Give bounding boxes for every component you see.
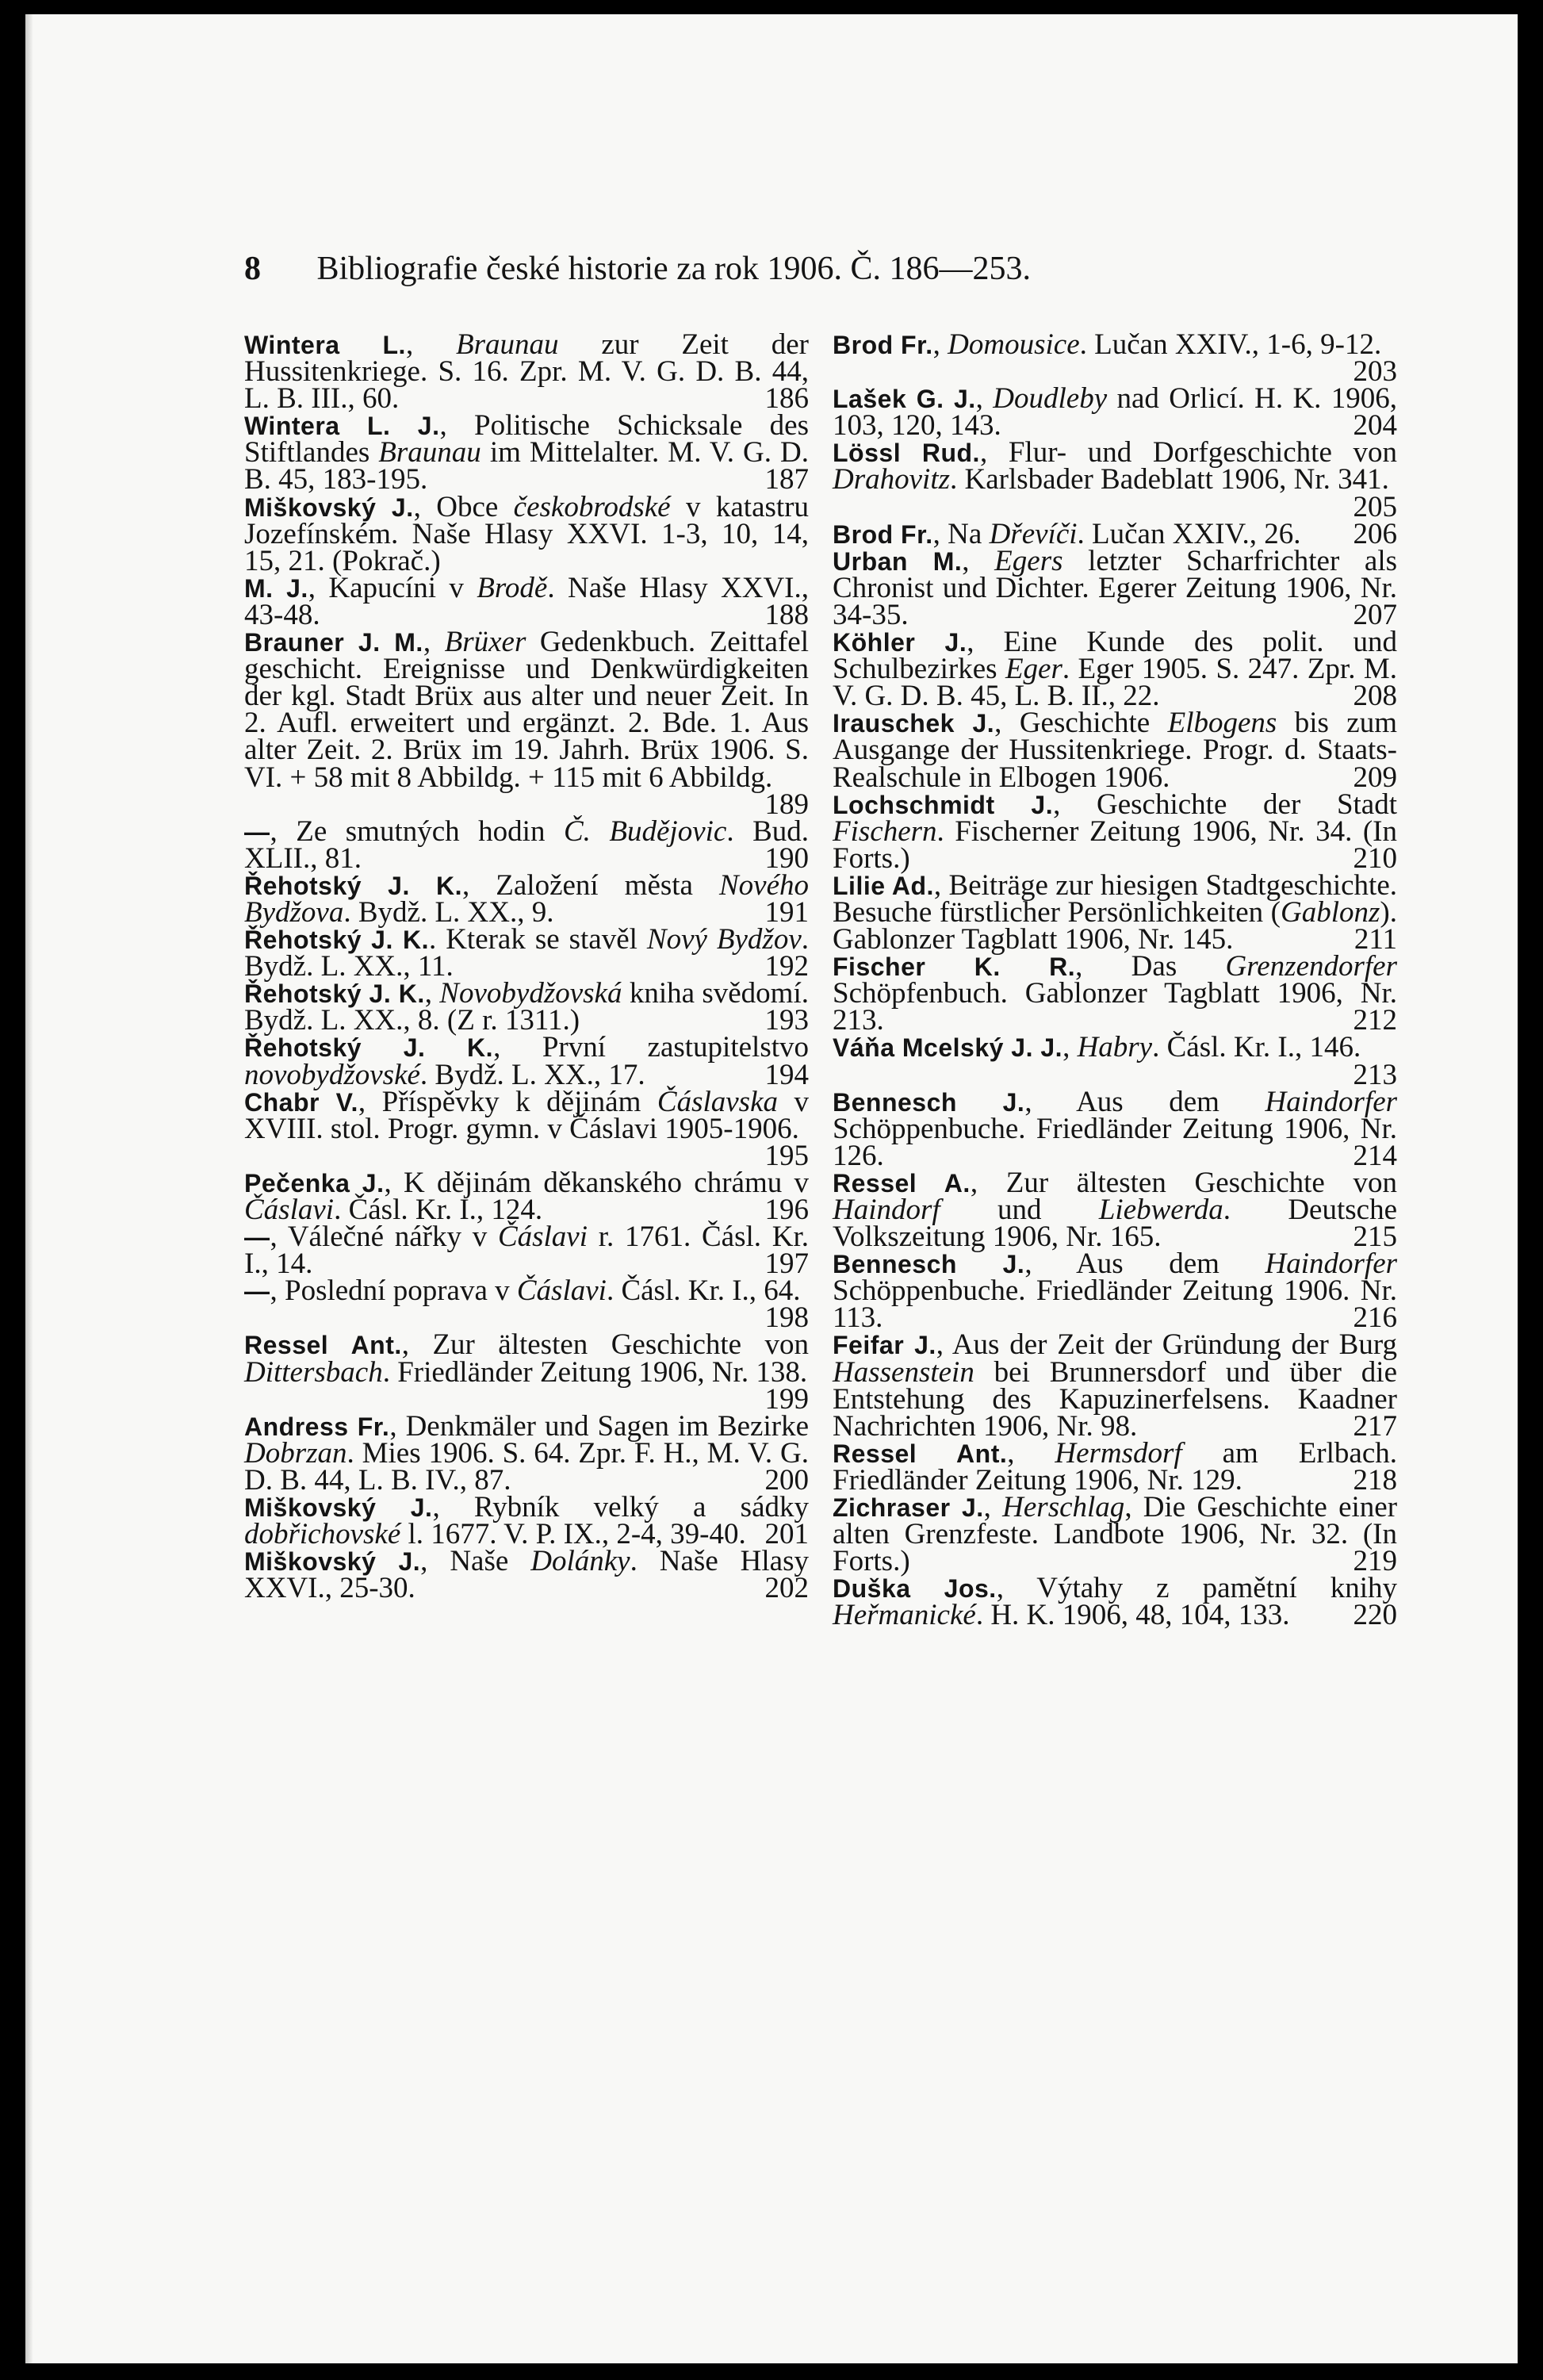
bibliography-entry [244, 626, 809, 821]
entry-text: am Erlbach. Friedländer Zeitung 1906, Nr. 129. [833, 1436, 1397, 1497]
entry-place-name: Braunau [456, 328, 559, 361]
entry-text: . H. K. 1906, 48, 104, 133. [975, 1599, 1290, 1632]
entry-number: 192 [764, 950, 809, 983]
entry-place-name: Haindorf [833, 1194, 940, 1226]
entry-number: 206 [1353, 517, 1397, 550]
right-column [833, 328, 1398, 1632]
entry-number: 187 [764, 463, 809, 496]
entry-text: , [424, 977, 440, 1010]
entry-text: , [423, 626, 445, 659]
entry-number: 212 [1353, 1004, 1397, 1037]
bibliography-entry [244, 1274, 809, 1335]
entry-text: bis zum Ausgange der Hussitenkriege. Progr. d. Staats-Realschule in Elbogen 1906. [833, 707, 1397, 794]
entry-text: , Flur- und Dorfgeschichte von [979, 436, 1397, 469]
entry-text: r. 1761. Čásl. Kr. I., 14. [244, 1221, 810, 1281]
entry-number: 217 [1353, 1409, 1397, 1443]
entry-place-name: Drahovitz [833, 463, 950, 496]
entry-place-name: Nový Bydžov [646, 923, 802, 956]
entry-text: , Politische Schicksale des Stiftlandes [244, 409, 809, 469]
entry-text: , Geschichte der Stadt [1053, 788, 1397, 821]
entry-text: , Geschichte [994, 707, 1168, 740]
entry-author: Řehotský J. K. [244, 926, 429, 955]
entry-text: . Naše Hlasy XXVI., 25-30. [244, 1545, 809, 1605]
entry-text: , [983, 1491, 1003, 1524]
entry-number: 219 [1353, 1545, 1397, 1578]
entry-number: 195 [764, 1139, 809, 1172]
bibliography-entry [833, 436, 1397, 523]
entry-text: , Obce [413, 490, 514, 523]
page-title: Bibliografie české historie za rok 1906. Č. 186—253. [316, 251, 1031, 287]
entry-number: 191 [764, 895, 809, 929]
entry-number: 213 [1353, 1058, 1397, 1091]
entry-number: 194 [764, 1058, 809, 1091]
entry-text: , Válečné nářky v [270, 1221, 498, 1254]
entry-number: 188 [764, 598, 809, 631]
entry-text: , Aus der Zeit der Gründung der Burg [936, 1328, 1398, 1362]
entry-place-name: českobrodské [513, 490, 671, 523]
entry-text: . Eger 1905. S. 247. Zpr. M. V. G. D. B. 45, L. B. II., 22. [833, 653, 1398, 713]
entry-text: letzter Scharfrichter als Chronist und Dichter. Egerer Zeitung 1906, Nr. 34-35. [833, 544, 1398, 631]
bibliography-entry [244, 868, 810, 929]
entry-place-name: dobřichovské [244, 1518, 401, 1551]
entry-text: . Kterak se stavěl [428, 923, 647, 956]
bibliography-entry [244, 571, 809, 631]
entry-number: 190 [764, 841, 809, 875]
entry-author: Chabr V. [244, 1087, 358, 1117]
bibliography-entry [833, 1491, 1398, 1578]
book-page [25, 14, 1518, 2363]
entry-number: 201 [764, 1518, 809, 1551]
entry-text: , K dějinám děkanského chrámu v [384, 1166, 809, 1199]
running-head [244, 249, 1394, 289]
entry-text: , Beiträge zur hiesigen Stadtgeschichte. Besuche fürstlicher Persönlichkeiten ( [833, 868, 1397, 929]
entry-number: 210 [1353, 841, 1397, 875]
bibliography-entry [244, 977, 809, 1037]
page-edge [25, 14, 33, 2363]
entry-number: 204 [1353, 409, 1397, 443]
entry-author: Fischer K. R. [833, 952, 1076, 982]
entry-place-name: Elbogens [1167, 707, 1277, 740]
entry-author: Urban M. [833, 546, 963, 576]
entry-place-name: Fischern [833, 814, 937, 848]
entry-text: , První zastupitelstvo [493, 1031, 809, 1064]
bibliography-entry [833, 1572, 1398, 1632]
entry-author: Miškovský J. [244, 1493, 433, 1523]
entry-place-name: Haindorfer [1265, 1247, 1398, 1281]
bibliography-entry [244, 409, 809, 496]
bibliography-entry [833, 1436, 1397, 1497]
entry-number: 209 [1353, 761, 1397, 794]
entry-author: Bennesch J. [833, 1087, 1025, 1117]
entry-author: Řehotský J. K. [244, 871, 463, 900]
bibliography-entry [244, 1031, 809, 1091]
entry-text: , Eine Kunde des polit. und Schulbezirkes [833, 626, 1398, 686]
entry-text: . Čásl. Kr. I., 64. [606, 1274, 801, 1308]
bibliography-entry [244, 814, 809, 875]
entry-text: v XVIII. stol. Progr. gymn. v Čáslavi 1905-1906. [244, 1085, 810, 1145]
entry-place-name: Čáslavi [497, 1221, 588, 1254]
entry-text: im Mittelalter. M. V. G. D. B. 45, 183-195. [244, 436, 809, 496]
entry-number: 218 [1353, 1463, 1397, 1497]
entry-author: Brod Fr. [833, 519, 933, 549]
entry-place-name: Dittersbach [244, 1355, 383, 1389]
entry-author: Váňa Mcelský J. J. [833, 1033, 1063, 1063]
bibliography-entry [833, 517, 1397, 550]
entry-author: — [244, 1277, 270, 1306]
bibliography-entry [833, 626, 1398, 713]
bibliography-entry [833, 1166, 1398, 1254]
entry-text: , Aus dem [1024, 1247, 1265, 1281]
left-column [244, 328, 810, 1605]
entry-author: Ressel Ant. [833, 1439, 1008, 1468]
entry-text: Schöppenbuche. Friedländer Zeitung 1906. Nr. 113. [833, 1274, 1397, 1335]
entry-author: Köhler J. [833, 628, 967, 657]
entry-author: Miškovský J. [244, 492, 414, 522]
entry-number: 214 [1353, 1139, 1397, 1172]
entry-author: Lössl Rud. [833, 439, 980, 468]
entry-text: , Zur ältesten Geschichte von [401, 1328, 809, 1362]
entry-place-name: Čáslavi [244, 1194, 335, 1226]
entry-text: , Kapucíni v [308, 571, 477, 604]
entry-author: Pečenka J. [244, 1168, 385, 1198]
entry-text: . Čásl. Kr. I., 124. [334, 1194, 543, 1226]
entry-text: , Aus dem [1024, 1085, 1265, 1118]
entry-place-name: Gablonz [1281, 895, 1380, 929]
entry-number: 193 [764, 1004, 809, 1037]
entry-author: Lilie Ad. [833, 871, 934, 900]
entry-text: , Naše [420, 1545, 531, 1578]
entry-place-name: Dobrzan [244, 1436, 347, 1470]
bibliography-entry [244, 1409, 810, 1497]
entry-text: nad Orlicí. H. K. 1906, 103, 120, 143. [833, 382, 1397, 443]
entry-place-name: Čáslavska [657, 1085, 778, 1118]
entry-text: Schöpfenbuch. Gablonzer Tagblatt 1906, Nr. 213. [833, 977, 1397, 1037]
entry-text: . Deutsche Volkszeitung 1906, Nr. 165. [833, 1194, 1398, 1254]
entry-place-name: Eger [1005, 653, 1062, 686]
entry-author: Brauner J. M. [244, 628, 423, 657]
entry-place-name: Herschlag [1002, 1491, 1125, 1524]
entry-number: 207 [1353, 598, 1397, 631]
entry-place-name: Haindorfer [1265, 1085, 1398, 1118]
entry-place-name: Heřmanické [833, 1599, 976, 1632]
entry-text: . Friedländer Zeitung 1906, Nr. 138. [382, 1355, 808, 1389]
entry-text: Schöppenbuche. Friedländer Zeitung 1906, Nr. 126. [833, 1112, 1397, 1172]
entry-text: , Die Geschichte einer alten Grenzfeste. Landbote 1906, Nr. 32. (In Forts.) [833, 1491, 1398, 1578]
entry-author: Lašek G. J. [833, 385, 976, 414]
bibliography-entry [833, 950, 1397, 1037]
entry-text: . Fischerner Zeitung 1906, Nr. 34. (In Forts.) [833, 814, 1397, 875]
entry-place-name: Braunau [378, 436, 481, 469]
entry-place-name: Grenzendorfer [1225, 950, 1397, 983]
entry-place-name: novobydžovské [244, 1058, 420, 1091]
entry-author: Wintera L. J. [244, 412, 440, 441]
entry-place-name: Novobydžovská [439, 977, 622, 1010]
entry-author: Miškovský J. [244, 1547, 421, 1577]
entry-number: 186 [764, 382, 809, 416]
bibliography-entry [244, 1085, 810, 1172]
bibliography-entry [833, 1328, 1398, 1443]
bibliography-entry [244, 328, 810, 416]
entry-text: , [1007, 1436, 1055, 1470]
entry-text: , Rybník velký a sádky [432, 1491, 809, 1524]
entry-author: Feifar J. [833, 1331, 936, 1360]
entry-place-name: Liebwerda [1098, 1194, 1223, 1226]
entry-text: , [1062, 1031, 1078, 1064]
entry-text: . Bydž. L. XX., 17. [419, 1058, 645, 1091]
entry-text: Gedenkbuch. Zeittafel geschicht. Ereignisse und Denkwürdigkeiten der kgl. Stadt Brüx aus alter und neuer Zeit. In 2. Aufl. erweitert und ergänzt. 2. Bde. 1. Aus alter Zeit. 2. Brüx im 19. Jahrh. Brüx 1906. S. VI. + 58 mit 8 Abbildg. + 115 mit 6 Abbildg. [244, 626, 809, 794]
entry-place-name: Doudleby [993, 382, 1108, 416]
entry-place-name: Hermsdorf [1055, 1436, 1182, 1470]
entry-number: 189 [764, 788, 809, 821]
bibliography-entry [244, 1221, 810, 1281]
entry-author: — [244, 1223, 270, 1252]
entry-text: , Ze smutných hodin [270, 814, 564, 848]
entry-place-name: Egers [994, 544, 1063, 577]
bibliography-entry [244, 1545, 809, 1605]
entry-number: 202 [764, 1572, 809, 1605]
entry-author: Andress Fr. [244, 1412, 390, 1441]
entry-author: Ressel A. [833, 1168, 971, 1198]
bibliography-entry [244, 923, 809, 983]
entry-author: Duška Jos. [833, 1574, 997, 1604]
entry-number: 199 [764, 1382, 809, 1416]
bibliography-entry [833, 1031, 1397, 1091]
entry-text: . Bydž. L. XX., 9. [343, 895, 554, 929]
entry-author: Řehotský J. K. [244, 1033, 494, 1063]
bibliography-entry [833, 544, 1398, 631]
entry-author: Lochschmidt J. [833, 790, 1054, 819]
entry-author: Irauschek J. [833, 709, 995, 738]
entry-author: Brod Fr. [833, 331, 933, 359]
bibliography-entry [833, 328, 1397, 389]
bibliography-entry [244, 1328, 809, 1416]
entry-place-name: Domousice [948, 328, 1080, 361]
entry-place-name: Čáslavi [516, 1274, 607, 1308]
bibliography-entry [244, 1491, 809, 1551]
entry-text: zur Zeit der Hussitenkriege. S. 16. Zpr. M. V. G. D. B. 44, L. B. III., 60. [244, 328, 810, 416]
entry-number: 203 [1353, 355, 1397, 389]
entry-text: . Čásl. Kr. I., 146. [1152, 1031, 1361, 1064]
entry-place-name: Č. Budějovic [563, 814, 727, 848]
bibliography-entry [833, 382, 1397, 443]
entry-text: . Lučan XXIV., 26. [1077, 517, 1301, 550]
entry-text: , [405, 328, 457, 361]
entry-text: v katastru Jozefínském. Naše Hlasy XXVI. 1-3, 10, 14, 15, 21. (Pokrač.) [244, 490, 809, 577]
entry-text: , [975, 382, 994, 416]
bibliography-entry [244, 1166, 809, 1226]
entry-text: . Bud. XLII., 81. [244, 814, 809, 875]
entry-text: , Poslední poprava v [270, 1274, 517, 1308]
entry-place-name: Brodě [477, 571, 548, 604]
entry-author: Zichraser J. [833, 1493, 984, 1523]
entry-number: 211 [1353, 923, 1397, 956]
entry-author: Bennesch J. [833, 1250, 1025, 1279]
entry-place-name: Nového Bydžova [244, 868, 810, 929]
page-number: 8 [244, 251, 261, 287]
entry-text: kniha svědomí. Bydž. L. XX., 8. (Z r. 1311.) [244, 977, 809, 1037]
entry-author: Ressel Ant. [244, 1331, 402, 1360]
entry-text: , Výtahy z pamětní knihy [996, 1572, 1398, 1605]
entry-number: 197 [764, 1247, 809, 1281]
entry-number: 200 [764, 1463, 809, 1497]
entry-text: ). Gablonzer Tagblatt 1906, Nr. 145. [833, 895, 1397, 956]
bibliography-entry [833, 1247, 1398, 1335]
bibliography-entry [833, 707, 1397, 794]
entry-text: , Denkmäler und Sagen im Bezirke [389, 1409, 810, 1443]
entry-text: , Příspěvky k dějinám [358, 1085, 657, 1118]
bibliography-entry [833, 788, 1397, 875]
entry-number: 215 [1353, 1221, 1397, 1254]
entry-text: , Das [1075, 950, 1226, 983]
entry-text: . Naše Hlasy XXVI., 43-48. [244, 571, 809, 631]
entry-text: , Na [932, 517, 990, 550]
entry-text: . Lučan XXIV., 1-6, 9-12. [1079, 328, 1382, 361]
entry-number: 216 [1353, 1301, 1397, 1335]
entry-author: M. J. [244, 573, 308, 603]
entry-number: 196 [764, 1194, 809, 1226]
entry-place-name: Dolánky [530, 1545, 630, 1578]
entry-place-name: Habry [1077, 1031, 1153, 1064]
entry-text: . Mies 1906. S. 64. Zpr. F. H., M. V. G. D. B. 44, L. B. IV., 87. [244, 1436, 809, 1497]
entry-text: l. 1677. V. P. IX., 2-4, 39-40. [400, 1518, 746, 1551]
bibliography-entry [833, 1085, 1398, 1172]
entry-text: . Karlsbader Badeblatt 1906, Nr. 341. [950, 463, 1389, 496]
entry-number: 198 [764, 1301, 809, 1335]
bibliography-entry [244, 490, 809, 577]
entry-place-name: Brüxer [444, 626, 526, 659]
entry-author: — [244, 817, 270, 846]
entry-number: 205 [1353, 490, 1397, 523]
entry-text: . Bydž. L. XX., 11. [244, 923, 809, 983]
entry-text: bei Brunnersdorf und über die Entstehung des Kapuzinerfelsens. Kaadner Nachrichten 1906, Nr. 98. [833, 1355, 1397, 1443]
entry-text: , Založení města [462, 868, 719, 902]
entry-author: Wintera L. [244, 331, 406, 359]
entry-number: 208 [1353, 680, 1397, 713]
entry-place-name: Dřevíči [989, 517, 1078, 550]
entry-number: 220 [1353, 1599, 1397, 1632]
entry-text: , [962, 544, 995, 577]
entry-text: und [940, 1194, 1099, 1226]
entry-text: , Zur ältesten Geschichte von [970, 1166, 1398, 1199]
bibliography-entry [833, 868, 1397, 956]
entry-place-name: Hassenstein [833, 1355, 974, 1389]
entry-text: , [932, 328, 948, 361]
entry-author: Řehotský J. K. [244, 979, 425, 1009]
